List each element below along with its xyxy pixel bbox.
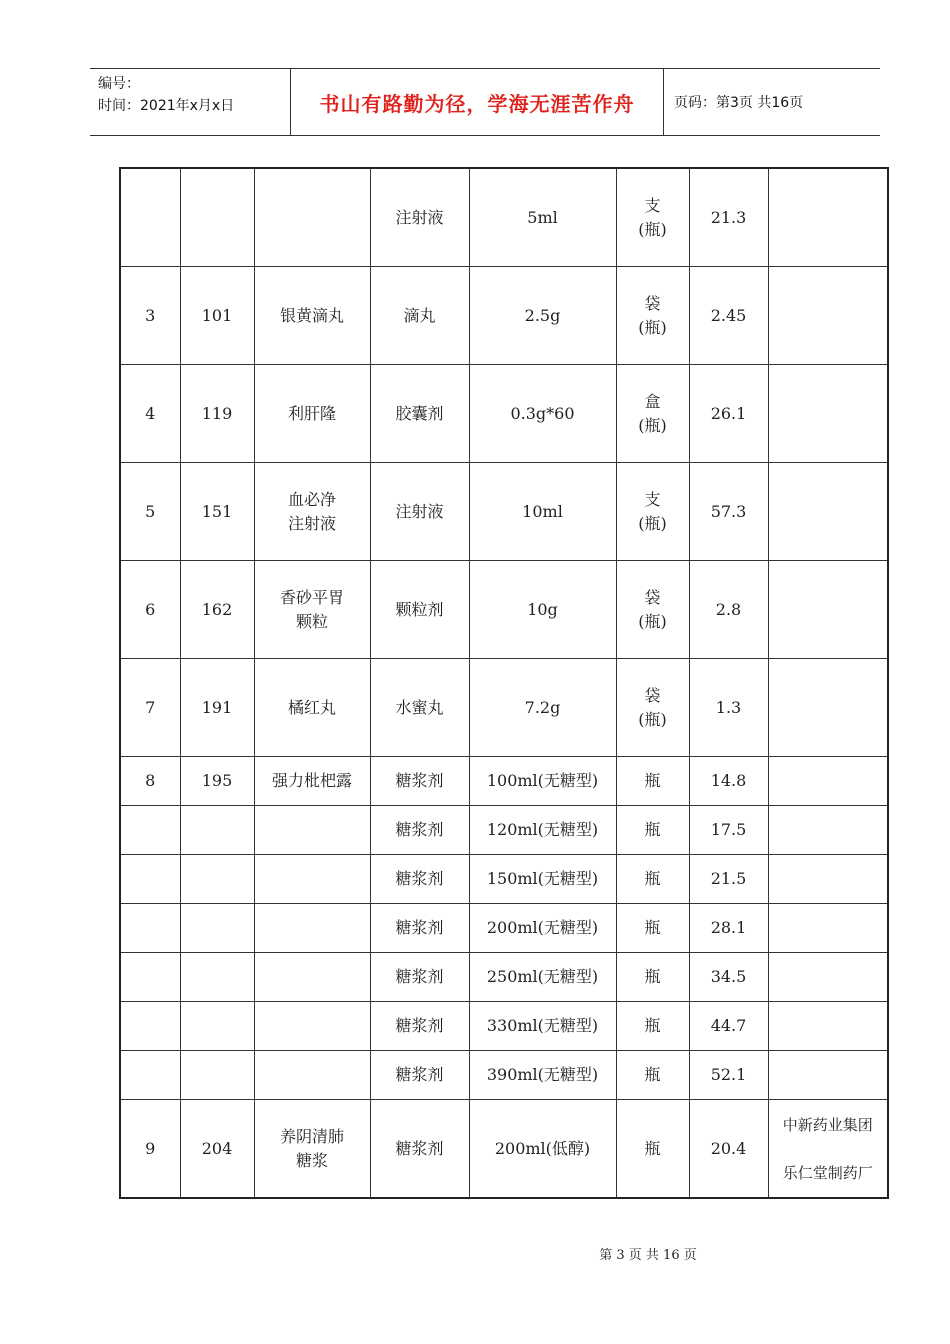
unit-cell [616,904,689,953]
note-cell [768,757,888,806]
note-cell [768,168,888,267]
name-cell [254,267,370,365]
unit-cell-line: 瓶 [644,918,661,937]
table-row [120,757,888,806]
no-cell [120,168,180,267]
price-cell: 2.8 [689,561,768,659]
table-row [120,953,888,1002]
form-cell: 滴丸 [370,267,469,365]
name-cell [254,463,370,561]
name-cell [254,855,370,904]
code-cell [180,168,254,267]
code-cell: 195 [180,757,254,806]
unit-cell [616,1100,689,1199]
form-cell: 糖浆剂 [370,904,469,953]
name-cell [254,365,370,463]
note-cell [768,463,888,561]
note-cell [768,1051,888,1100]
unit-cell [616,168,689,267]
unit-cell-line: (瓶) [638,219,667,239]
name-cell-line: 注射液 [287,513,336,533]
code-cell [180,855,254,904]
note-cell [768,855,888,904]
no-cell [120,806,180,855]
name-cell-line: 血必净 [287,489,336,509]
unit-cell-line: 袋 [644,293,661,313]
no-cell: 4 [120,365,180,463]
note-cell [768,267,888,365]
unit-cell-line: (瓶) [638,709,667,729]
drug-price-table [119,167,889,1199]
no-cell: 6 [120,561,180,659]
unit-cell-line: 瓶 [644,1065,661,1084]
unit-cell-line: 支 [644,195,661,215]
price-cell: 26.1 [689,365,768,463]
unit-cell [616,463,689,561]
name-cell-line: 利肝隆 [287,403,336,423]
unit-cell-line: 盒 [644,391,661,411]
table-row [120,904,888,953]
unit-cell [616,1051,689,1100]
note-cell [768,953,888,1002]
unit-cell-line: 瓶 [644,771,661,790]
unit-cell-line: 瓶 [644,869,661,888]
price-cell: 20.4 [689,1100,768,1199]
price-cell: 1.3 [689,659,768,757]
time-label: 时间：2021年x月x日 [98,98,235,114]
name-cell [254,1002,370,1051]
code-cell: 191 [180,659,254,757]
name-cell-line: 强力枇杷露 [271,771,352,790]
no-cell: 8 [120,757,180,806]
table-row [120,806,888,855]
name-cell [254,659,370,757]
unit-cell-line: 袋 [644,587,661,607]
no-cell [120,953,180,1002]
name-cell-line: 香砂平胃 [279,587,344,607]
form-cell: 糖浆剂 [370,806,469,855]
unit-cell [616,757,689,806]
spec-cell: 200ml(低醇) [469,1100,616,1199]
number-label: 编号： [98,76,140,92]
spec-cell: 100ml(无糖型) [469,757,616,806]
no-cell [120,1051,180,1100]
price-cell: 34.5 [689,953,768,1002]
spec-cell: 10g [469,561,616,659]
unit-cell [616,1002,689,1051]
price-cell: 21.3 [689,168,768,267]
unit-cell [616,953,689,1002]
name-cell [254,561,370,659]
price-cell: 21.5 [689,855,768,904]
no-cell [120,904,180,953]
spec-cell: 120ml(无糖型) [469,806,616,855]
unit-cell [616,267,689,365]
table-row [120,659,888,757]
unit-cell [616,806,689,855]
spec-cell: 0.3g*60 [469,365,616,463]
no-cell [120,1002,180,1051]
form-cell: 注射液 [370,463,469,561]
price-cell: 17.5 [689,806,768,855]
spec-cell: 330ml(无糖型) [469,1002,616,1051]
header-page-label: 页码：第3页 共16页 [674,95,804,111]
table-row [120,365,888,463]
note-cell [768,806,888,855]
table-row [120,561,888,659]
price-cell: 28.1 [689,904,768,953]
price-cell: 14.8 [689,757,768,806]
code-cell: 151 [180,463,254,561]
note-cell [768,904,888,953]
no-cell: 7 [120,659,180,757]
name-cell [254,168,370,267]
code-cell [180,1051,254,1100]
spec-cell: 5ml [469,168,616,267]
form-cell: 水蜜丸 [370,659,469,757]
name-cell-line: 银黄滴丸 [279,305,344,325]
unit-cell-line: 支 [644,489,661,509]
code-cell: 101 [180,267,254,365]
note-cell-line: 乐仁堂制药厂 [782,1163,873,1182]
page-header [90,68,880,136]
unit-cell-line: 瓶 [644,967,661,986]
no-cell [120,855,180,904]
form-cell: 注射液 [370,168,469,267]
no-cell: 9 [120,1100,180,1199]
unit-cell-line: 瓶 [644,1016,661,1035]
unit-cell-line: (瓶) [638,611,667,631]
no-cell: 5 [120,463,180,561]
code-cell [180,1002,254,1051]
price-cell: 44.7 [689,1002,768,1051]
name-cell [254,1051,370,1100]
code-cell: 162 [180,561,254,659]
table-row [120,267,888,365]
name-cell [254,806,370,855]
spec-cell: 250ml(无糖型) [469,953,616,1002]
name-cell-line: 橘红丸 [287,697,336,717]
form-cell: 糖浆剂 [370,757,469,806]
table-row [120,1002,888,1051]
name-cell-line: 养阴清肺 [279,1126,344,1146]
code-cell: 119 [180,365,254,463]
page-footer: 第 3 页 共 16 页 [599,1248,697,1263]
note-cell-line: 中新药业集团 [782,1115,873,1134]
note-cell [768,561,888,659]
spec-cell: 200ml(无糖型) [469,904,616,953]
spec-cell: 2.5g [469,267,616,365]
unit-cell-line: 瓶 [644,1138,661,1158]
unit-cell [616,855,689,904]
name-cell [254,757,370,806]
price-cell: 57.3 [689,463,768,561]
unit-cell-line: (瓶) [638,317,667,337]
spec-cell: 7.2g [469,659,616,757]
table-row [120,855,888,904]
form-cell: 糖浆剂 [370,1100,469,1199]
unit-cell-line: 瓶 [644,820,661,839]
unit-cell-line: (瓶) [638,513,667,533]
note-cell [768,1100,888,1199]
unit-cell [616,561,689,659]
code-cell [180,806,254,855]
table-row [120,1100,888,1199]
price-cell: 2.45 [689,267,768,365]
form-cell: 糖浆剂 [370,855,469,904]
table-row [120,1051,888,1100]
no-cell: 3 [120,267,180,365]
note-cell [768,1002,888,1051]
name-cell [254,904,370,953]
header-meta [90,69,291,135]
header-motto: 书山有路勤为径，学海无涯苦作舟 [291,69,664,135]
form-cell: 糖浆剂 [370,1051,469,1100]
note-cell [768,365,888,463]
name-cell-line: 颗粒 [295,611,328,631]
note-cell [768,659,888,757]
name-cell [254,953,370,1002]
table-row [120,463,888,561]
unit-cell-line: (瓶) [638,415,667,435]
form-cell: 颗粒剂 [370,561,469,659]
code-cell [180,953,254,1002]
spec-cell: 390ml(无糖型) [469,1051,616,1100]
price-cell: 52.1 [689,1051,768,1100]
code-cell: 204 [180,1100,254,1199]
table-body [120,168,888,1198]
unit-cell-line: 袋 [644,685,661,705]
spec-cell: 10ml [469,463,616,561]
form-cell: 糖浆剂 [370,1002,469,1051]
unit-cell [616,659,689,757]
code-cell [180,904,254,953]
name-cell [254,1100,370,1199]
name-cell-line: 糖浆 [295,1150,328,1170]
table-row [120,168,888,267]
form-cell: 糖浆剂 [370,953,469,1002]
form-cell: 胶囊剂 [370,365,469,463]
spec-cell: 150ml(无糖型) [469,855,616,904]
unit-cell [616,365,689,463]
